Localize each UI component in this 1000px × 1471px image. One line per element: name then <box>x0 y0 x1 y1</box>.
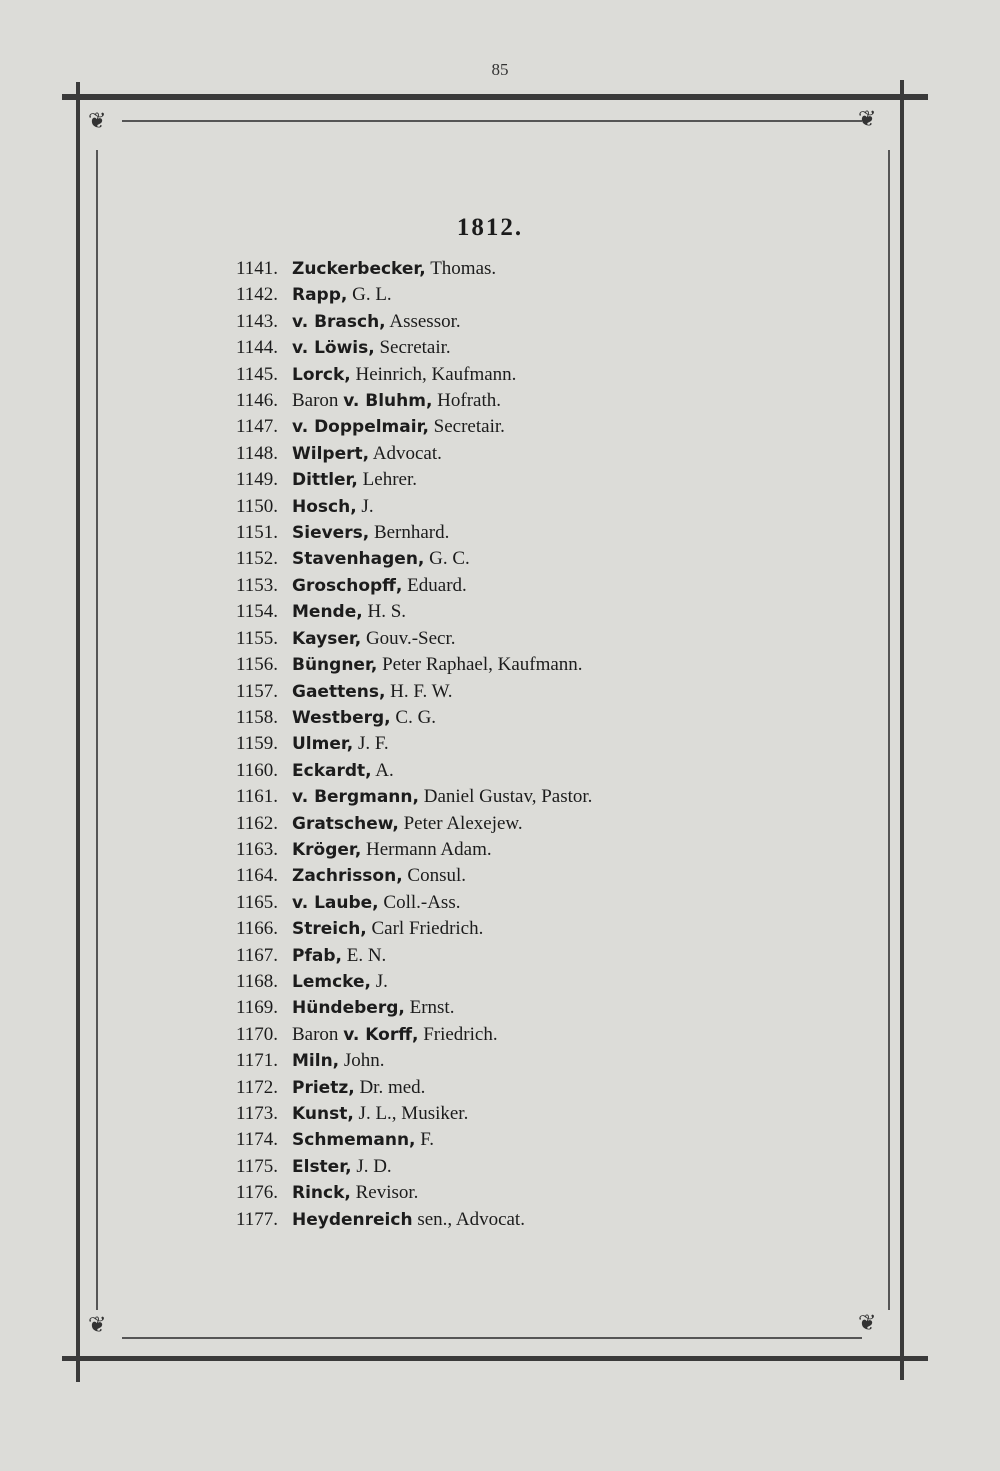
corner-ornament-icon: ❦ <box>88 108 107 133</box>
entry-details: Coll.-Ass. <box>378 891 461 913</box>
list-item <box>220 731 860 757</box>
entry-details: Hofrath. <box>432 390 502 412</box>
entry-name: Kunst, <box>292 1104 354 1124</box>
entry-name: Gratschew, <box>292 813 399 834</box>
entry-number: 1148. <box>235 442 278 464</box>
entry-number: 1176. <box>235 1182 278 1204</box>
entry-number: 1153. <box>235 574 278 596</box>
entry-prefix: Baron <box>292 390 344 412</box>
list-item <box>220 256 860 282</box>
entry-number: 1154. <box>235 601 278 623</box>
list-item <box>220 546 860 572</box>
list-item <box>220 282 860 308</box>
list-item <box>220 309 860 335</box>
entry-details: Peter Alexejew. <box>398 812 523 834</box>
entry-number: 1175. <box>235 1155 278 1177</box>
entry-number: 1151. <box>235 522 278 544</box>
entry-name: v. Laube, <box>292 892 379 913</box>
list-item <box>220 1101 860 1127</box>
entry-details: Gouv.-Secr. <box>361 627 456 649</box>
list-item <box>220 679 860 705</box>
list-item <box>220 890 860 916</box>
entry-number: 1144. <box>235 337 278 359</box>
entry-details: Heinrich, Kaufmann. <box>350 363 517 385</box>
entry-number: 1143. <box>235 310 278 332</box>
entry-number: 1177. <box>235 1208 278 1230</box>
entry-details: Lehrer. <box>357 469 417 491</box>
entry-details: Dr. med. <box>354 1076 426 1098</box>
entry-number: 1168. <box>235 970 278 992</box>
list-item <box>220 784 860 810</box>
entry-details: Hermann Adam. <box>361 838 492 860</box>
outer-border-bottom <box>62 1356 928 1361</box>
entry-name: Stavenhagen, <box>292 549 425 570</box>
entry-name: v. Brasch, <box>292 311 386 332</box>
entry-number: 1172. <box>235 1076 278 1098</box>
entry-name: Wilpert, <box>292 443 370 464</box>
entry-details: John. <box>339 1050 385 1072</box>
entry-number: 1159. <box>235 733 278 755</box>
entry-number: 1158. <box>235 706 278 728</box>
list-item <box>220 1048 860 1074</box>
list-item <box>220 837 860 863</box>
entry-name: Dittler, <box>292 470 358 491</box>
entry-details: H. F. W. <box>385 680 453 702</box>
page-number: 85 <box>491 60 509 79</box>
list-item <box>220 414 860 440</box>
entry-number: 1163. <box>235 838 278 860</box>
list-item <box>220 705 860 731</box>
entry-details: J. D. <box>351 1155 392 1177</box>
entry-details: Daniel Gustav, Pastor. <box>418 786 593 808</box>
entry-details: F. <box>415 1129 435 1151</box>
list-item <box>220 335 860 361</box>
entry-details: Revisor. <box>350 1182 419 1204</box>
inner-border-right <box>888 150 890 1310</box>
entry-details: J. <box>371 970 388 992</box>
entry-number: 1146. <box>235 390 278 412</box>
entry-name: Lemcke, <box>292 971 371 992</box>
list-item <box>220 916 860 942</box>
entry-number: 1173. <box>235 1103 278 1124</box>
entry-details: Secretair. <box>374 337 451 359</box>
entry-name: Zuckerbecker, <box>292 259 426 279</box>
entry-details: Consul. <box>402 865 467 887</box>
entry-name: Zachrisson, <box>292 866 403 887</box>
entry-number: 1161. <box>235 786 278 808</box>
list-item <box>220 1207 860 1233</box>
entry-details: Eduard. <box>402 574 467 596</box>
year-heading: 1812. <box>456 214 524 241</box>
outer-border-left <box>76 82 80 1382</box>
entry-prefix: Baron <box>292 1023 344 1045</box>
entry-name: Rapp, <box>292 285 348 306</box>
entry-details: Assessor. <box>385 310 461 332</box>
entry-details: C. G. <box>390 706 437 728</box>
entry-number: 1174. <box>235 1129 278 1151</box>
entry-details: A. <box>371 759 394 781</box>
inner-border-bottom <box>122 1337 862 1339</box>
entry-name: Hündeberg, <box>292 998 405 1019</box>
list-item <box>220 388 860 414</box>
list-item <box>220 758 860 784</box>
entry-number: 1155. <box>235 627 278 649</box>
list-item <box>220 1127 860 1153</box>
inner-border-top <box>122 120 862 122</box>
entry-name: Schmemann, <box>292 1130 416 1151</box>
list-item <box>220 467 860 493</box>
list-item <box>220 863 860 889</box>
list-item <box>220 626 860 652</box>
entry-name: v. Bergmann, <box>292 787 419 808</box>
entry-name: Lorck, <box>292 364 351 385</box>
entry-details: Friedrich. <box>418 1023 498 1045</box>
entry-number: 1167. <box>235 944 278 966</box>
entry-number: 1164. <box>235 865 278 887</box>
entry-number: 1150. <box>235 495 278 517</box>
list-item <box>220 599 860 625</box>
entry-number: 1165. <box>235 891 278 913</box>
entry-number: 1145. <box>235 363 278 385</box>
list-item <box>220 943 860 969</box>
list-item <box>220 441 860 467</box>
corner-ornament-icon: ❦ <box>858 1310 877 1335</box>
list-item <box>220 494 860 520</box>
list-item <box>220 573 860 599</box>
entry-number: 1170. <box>235 1023 278 1045</box>
entry-name: Gaettens, <box>292 681 386 702</box>
entry-name: Mende, <box>292 602 363 623</box>
list-item <box>220 1154 860 1180</box>
entry-details: Ernst. <box>404 997 455 1019</box>
list-item <box>220 362 860 388</box>
entry-name: Büngner, <box>292 655 378 676</box>
entry-name: Kröger, <box>292 839 362 860</box>
entry-name: Groschopff, <box>292 575 403 596</box>
entry-number: 1166. <box>235 918 278 940</box>
entry-details: E. N. <box>341 944 387 966</box>
entry-details: H. S. <box>362 601 407 623</box>
member-list <box>220 256 860 1233</box>
entry-details: Thomas. <box>425 258 497 279</box>
entry-name: v. Doppelmair, <box>292 417 429 438</box>
entry-details: Secretair. <box>428 416 505 438</box>
entry-details: J. <box>356 495 374 517</box>
entry-number: 1141. <box>235 258 278 279</box>
entry-details: Carl Friedrich. <box>366 918 484 940</box>
entry-name: Hosch, <box>292 496 357 517</box>
entry-number: 1142. <box>235 284 278 306</box>
entry-name: Ulmer, <box>292 734 354 755</box>
entry-number: 1169. <box>235 997 278 1019</box>
entry-name: Rinck, <box>292 1183 351 1204</box>
entry-number: 1160. <box>235 759 278 781</box>
list-item <box>220 1180 860 1206</box>
entry-name: Eckardt, <box>292 760 372 781</box>
entry-name: Miln, <box>292 1051 340 1072</box>
entry-number: 1147. <box>235 416 278 438</box>
entry-name: v. Korff, <box>343 1024 419 1045</box>
entry-name: v. Bluhm, <box>343 391 433 412</box>
entry-name: Elster, <box>292 1156 352 1177</box>
entry-name: Westberg, <box>292 707 391 728</box>
entry-name: Kayser, <box>292 628 362 649</box>
outer-border-right <box>900 80 904 1380</box>
inner-border-left <box>96 150 98 1310</box>
entry-name: Heydenreich <box>292 1209 413 1230</box>
entry-name: Prietz, <box>292 1077 355 1098</box>
list-item <box>220 652 860 678</box>
entry-name: v. Löwis, <box>292 338 375 359</box>
entry-details: Peter Raphael, Kaufmann. <box>377 654 583 676</box>
entry-details: J. F. <box>353 733 389 755</box>
entry-name: Streich, <box>292 919 367 940</box>
list-item <box>220 969 860 995</box>
corner-ornament-icon: ❦ <box>858 106 877 131</box>
entry-number: 1171. <box>235 1050 278 1072</box>
entry-number: 1156. <box>235 654 278 676</box>
entry-number: 1149. <box>235 469 278 491</box>
entry-details: Bernhard. <box>369 522 450 544</box>
list-item <box>220 520 860 546</box>
entry-details: J. L., Musiker. <box>353 1103 469 1124</box>
entry-number: 1152. <box>235 548 278 570</box>
entry-name: Pfab, <box>292 945 342 966</box>
entry-details: Advocat. <box>369 442 442 464</box>
list-item <box>220 995 860 1021</box>
entry-details: G. L. <box>347 284 392 306</box>
entry-name: Sievers, <box>292 523 370 544</box>
entry-details: sen., Advocat. <box>412 1208 525 1230</box>
list-item <box>220 1022 860 1048</box>
outer-border-top <box>62 94 928 100</box>
list-item <box>220 1075 860 1101</box>
entry-number: 1162. <box>235 812 278 834</box>
entry-details: G. C. <box>424 548 470 570</box>
corner-ornament-icon: ❦ <box>88 1312 107 1337</box>
entry-number: 1157. <box>235 680 278 702</box>
list-item <box>220 811 860 837</box>
